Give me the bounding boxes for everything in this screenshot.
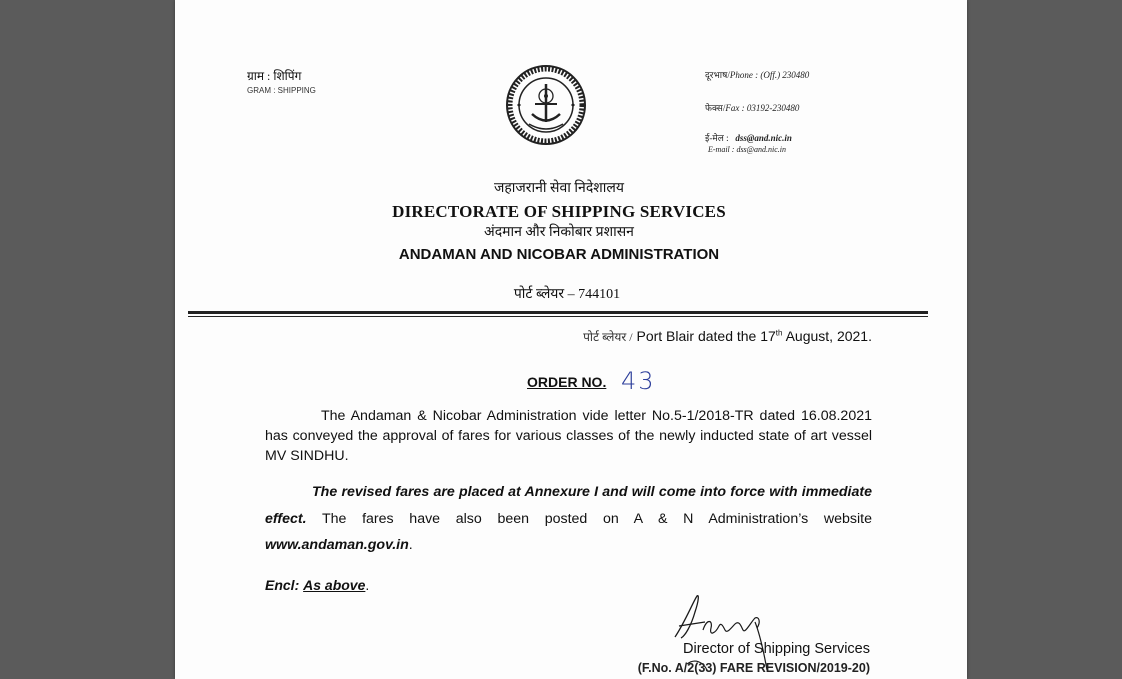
fax-label-hindi: फेक्स/	[705, 103, 726, 113]
email-label-hindi: ई-मेल :	[705, 133, 729, 143]
document-page	[175, 0, 967, 679]
handwritten-signature	[655, 592, 795, 672]
email-value: dss@and.nic.in	[735, 133, 792, 143]
dept-name-hindi: जहाजरानी सेवा निदेशालय	[493, 181, 625, 196]
fax-value: Fax : 03192-230480	[725, 103, 800, 113]
letterhead-divider	[188, 311, 928, 314]
signatory-title: Director of Shipping Services	[683, 641, 870, 657]
admin-name-hindi: अंदमान और निकोबार प्रशासन	[484, 225, 634, 240]
enclosure-line	[265, 577, 369, 593]
phone-line	[705, 68, 809, 81]
body-paragraph-1: The Andaman & Nicobar Administration vide letter No.5-1/2018-TR dated 16.08.2021 has conveyed the approval of fares for various classes of the newly inducted state of art vessel MV SINDHU.	[265, 408, 872, 464]
admin-name-english: ANDAMAN AND NICOBAR ADMINISTRATION	[398, 246, 720, 263]
enclosure-value: As above	[303, 577, 366, 593]
phone-label-hindi: दूरभाष/	[705, 70, 730, 80]
dept-name-english: DIRECTORATE OF SHIPPING SERVICES	[392, 202, 726, 221]
gram-hindi: ग्राम : शिपिंग	[247, 69, 302, 83]
city-pincode: पोर्ट ब्लेयर – 744101	[513, 287, 621, 302]
email-english: E-mail : dss@and.nic.in	[708, 145, 787, 154]
directorate-emblem-icon	[505, 64, 587, 146]
email-line	[705, 131, 792, 144]
fax-line	[705, 101, 799, 114]
bleed-through-text	[280, 150, 283, 162]
date-suffix: th	[775, 328, 783, 338]
paragraph-end: .	[408, 537, 413, 553]
letterhead-divider-thin	[188, 316, 928, 317]
gram-english: GRAM : SHIPPING	[247, 86, 316, 95]
fares-website-sentence: The fares have also been posted on A & N Administration’s website	[306, 510, 872, 527]
website-link: www.andaman.gov.in	[265, 537, 409, 553]
date-line	[583, 328, 872, 345]
fares-emphasis: The revised fares are placed at Annexure I and will come into force with immediate effect.	[265, 484, 872, 527]
date-text: Port Blair dated the 17	[636, 328, 776, 344]
date-month-year: August, 2021.	[782, 328, 872, 344]
date-place-hindi: पोर्ट ब्लेयर /	[583, 330, 633, 344]
file-reference: (F.No. A/2(33) FARE REVISION/2019-20)	[637, 661, 870, 675]
order-label: ORDER NO.	[527, 374, 607, 390]
order-number-handwritten: 43	[621, 367, 656, 395]
body-paragraph-2	[265, 479, 872, 559]
enclosure-label: Encl:	[265, 577, 300, 593]
phone-value: Phone : (Off.) 230480	[729, 70, 810, 80]
enclosure-end: .	[365, 577, 370, 593]
